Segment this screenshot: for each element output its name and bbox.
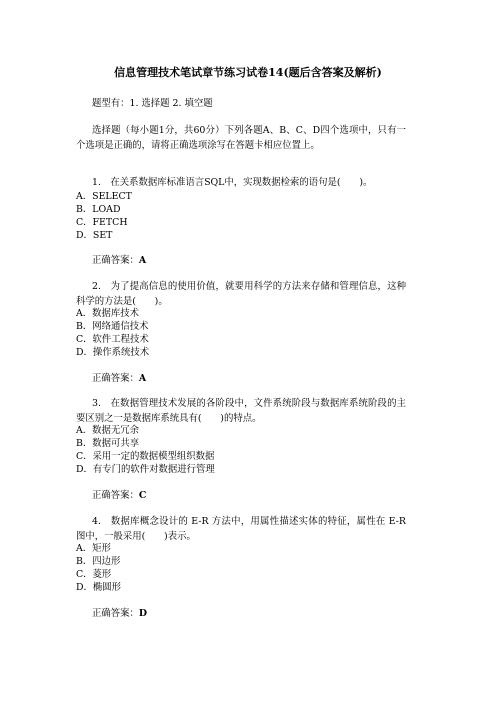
question-2-option-a: A．数据库技术 <box>76 308 140 319</box>
answer-value: C <box>138 490 147 501</box>
question-3-option-b: B．数据可共享 <box>76 438 140 449</box>
question-2-answer <box>92 372 146 386</box>
question-types-line: 题型有：1. 选择题 2. 填空题 <box>92 98 213 109</box>
question-4-option-a: A．矩形 <box>76 543 111 554</box>
answer-label: 正确答案： <box>92 608 139 619</box>
question-1-option-c: C．FETCH <box>76 217 128 228</box>
question-4-answer <box>92 607 147 621</box>
question-1-option-a: A．SELECT <box>76 191 132 202</box>
question-2-option-b: B．网络通信技术 <box>76 321 149 332</box>
question-3-stem: 3. 在数据管理技术发展的各阶段中，文件系统阶段与数据库系统阶段的主要区别之一是数据库系统具有( )的特点。 <box>76 398 406 424</box>
answer-value: D <box>138 608 148 619</box>
question-4-option-b: B．四边形 <box>76 556 121 567</box>
question-3-option-a: A．数据无冗余 <box>76 425 140 436</box>
question-3-answer <box>92 489 146 503</box>
question-4-option-c: C．菱形 <box>76 569 112 580</box>
answer-label: 正确答案： <box>92 490 139 501</box>
question-4-stem: 4. 数据库概念设计的 E-R 方法中，用属性描述实体的特征，属性在 E-R 图中，一般采用( )表示。 <box>76 516 406 542</box>
question-4-option-d: D．椭圆形 <box>76 582 122 593</box>
question-1-stem: 1. 在关系数据库标准语言SQL中，实现数据检索的语句是( )。 <box>92 177 373 188</box>
question-2-stem: 2. 为了提高信息的使用价值，就要用科学的方法来存储和管理信息，这种科学的方法是( )。 <box>76 281 406 307</box>
question-3-option-d: D．有专门的软件对数据进行管理 <box>76 464 215 475</box>
section-instructions: 选择题（每小题1分，共60分）下列各题A、B、C、D四个选项中，只有一个选项是正确的，请将正确选项涂写在答题卡相应位置上。 <box>76 125 406 151</box>
question-2-option-c: C．软件工程技术 <box>76 334 149 345</box>
answer-value: A <box>138 373 147 384</box>
answer-value: A <box>138 255 147 266</box>
question-1-option-b: B．LOAD <box>76 204 121 215</box>
question-2-option-d: D．操作系统技术 <box>76 347 150 358</box>
question-3-option-c: C．采用一定的数据模型组织数据 <box>76 451 215 462</box>
question-1-option-d: D．SET <box>76 230 113 241</box>
answer-label: 正确答案： <box>92 255 139 266</box>
question-1-answer <box>92 254 146 268</box>
answer-label: 正确答案： <box>92 373 139 384</box>
document-title: 信息管理技术笔试章节练习试卷14(题后含答案及解析) <box>114 66 382 79</box>
